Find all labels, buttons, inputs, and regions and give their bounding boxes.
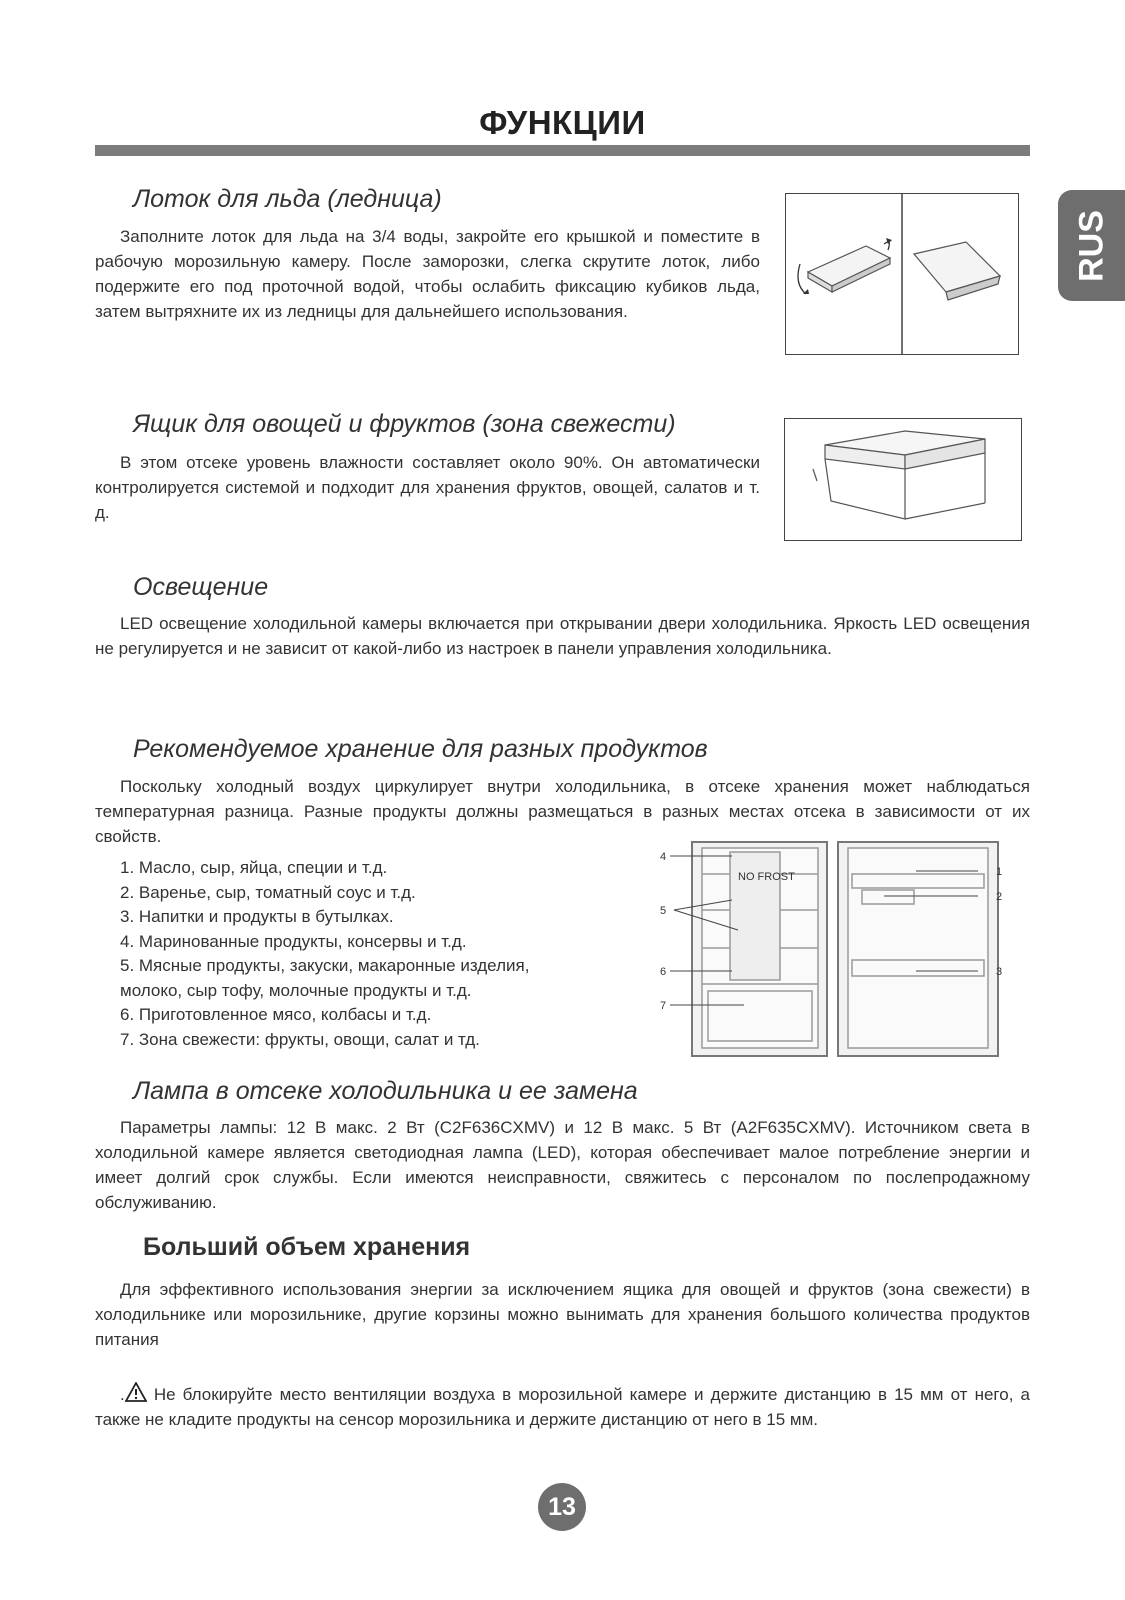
fridge-label: NO FROST (738, 871, 795, 883)
warning-body: Не блокируйте место вентиляции воздуха в морозильной камере и держите дистанцию в 15 мм от него, а также не кладите продукты на сенсор морозильника и держите дистанцию от него в 15 мм. (95, 1385, 1030, 1429)
list-item: 6. Приготовленное мясо, колбасы и т.д. (120, 1005, 432, 1024)
list-item: 2. Варенье, сыр, томатный соус и т.д. (120, 882, 416, 902)
lamp-heading: Лампа в отсеке холодильника и ее замена (133, 1077, 638, 1105)
list-item: молоко, сыр тофу, молочные продукты и т.д. (120, 980, 472, 1000)
storage-list (120, 856, 529, 1052)
figure-label-5: 5 (660, 905, 667, 917)
lighting-heading: Освещение (133, 573, 269, 601)
figure-label-3: 3 (996, 966, 1003, 978)
fridge-layout-illustration (660, 838, 1030, 1063)
language-tab-label: RUS (1072, 209, 1110, 282)
page-title: ФУНКЦИИ (479, 104, 646, 141)
figure-label-6: 6 (660, 966, 667, 978)
list-item: 3. Напитки и продукты в бутылках. (120, 907, 394, 926)
ice-tray-text: Заполните лоток для льда на 3/4 воды, закройте его крышкой и поместите в рабочую морозильную камеру. После заморозки, слегка скрутите лоток, либо подержите его под проточной водой, чтобы ослабить фиксацию кубиков льда, затем вытряхните их из ледницы для дальнейшего использования. (95, 227, 760, 321)
figure-label-2: 2 (996, 891, 1003, 903)
storage-text: Поскольку холодный воздух циркулирует внутри холодильника, в отсеке хранения может наблюдаться температурная разница. Разные продукты должны размещаться в разных местах отсека в зависимости от их свойств. (95, 777, 1030, 846)
warning-icon (125, 1382, 147, 1402)
list-item: 5. Мясные продукты, закуски, макаронные изделия, (120, 956, 530, 975)
language-tab (1058, 190, 1125, 301)
figure-label-4: 4 (660, 851, 667, 863)
ice-tray-illustration (785, 193, 1019, 355)
storage-heading: Рекомендуемое хранение для разных продуктов (133, 735, 708, 763)
list-item: 1. Масло, сыр, яйца, специи и т.д. (120, 858, 388, 877)
crisper-heading: Ящик для овощей и фруктов (зона свежести) (133, 410, 676, 438)
list-item: 7. Зона свежести: фрукты, овощи, салат и тд. (120, 1029, 480, 1049)
ice-tray-heading: Лоток для льда (ледница) (133, 185, 442, 213)
list-item: 4. Маринованные продукты, консервы и т.д. (120, 931, 467, 951)
volume-text: Для эффективного использования энергии за исключением ящика для овощей и фруктов (зона свежести) в холодильнике или морозильнике, другие корзины можно вынимать для хранения большого количества продуктов питания (95, 1280, 1030, 1349)
figure-label-7: 7 (660, 1000, 667, 1012)
warning-prefix: . (120, 1385, 125, 1404)
title-rule (95, 145, 1030, 156)
page-number: 13 (538, 1483, 586, 1531)
lamp-text: Параметры лампы: 12 В макс. 2 Вт (C2F636CXMV) и 12 В макс. 5 Вт (A2F635CXMV). Источником света в холодильной камере является светодиодная лампа (LED), которая обеспечивает малое потребление энергии и имеет долгий срок службы. Если имеются неисправности, свяжитесь с персоналом по послепродажному обслуживанию. (95, 1118, 1030, 1212)
volume-heading: Больший объем хранения (143, 1233, 471, 1261)
crisper-text: В этом отсеке уровень влажности составляет около 90%. Он автоматически контролируется системой и подходит для хранения фруктов, овощей, салатов и т. д. (95, 453, 760, 522)
warning-text (95, 1382, 1030, 1432)
lighting-text: LED освещение холодильной камеры включается при открывании двери холодильника. Яркость LED освещения не регулируется и не зависит от какой-либо из настроек в панели управления холодильника. (95, 614, 1030, 658)
crisper-drawer-illustration (784, 418, 1022, 541)
figure-label-1: 1 (996, 866, 1003, 878)
